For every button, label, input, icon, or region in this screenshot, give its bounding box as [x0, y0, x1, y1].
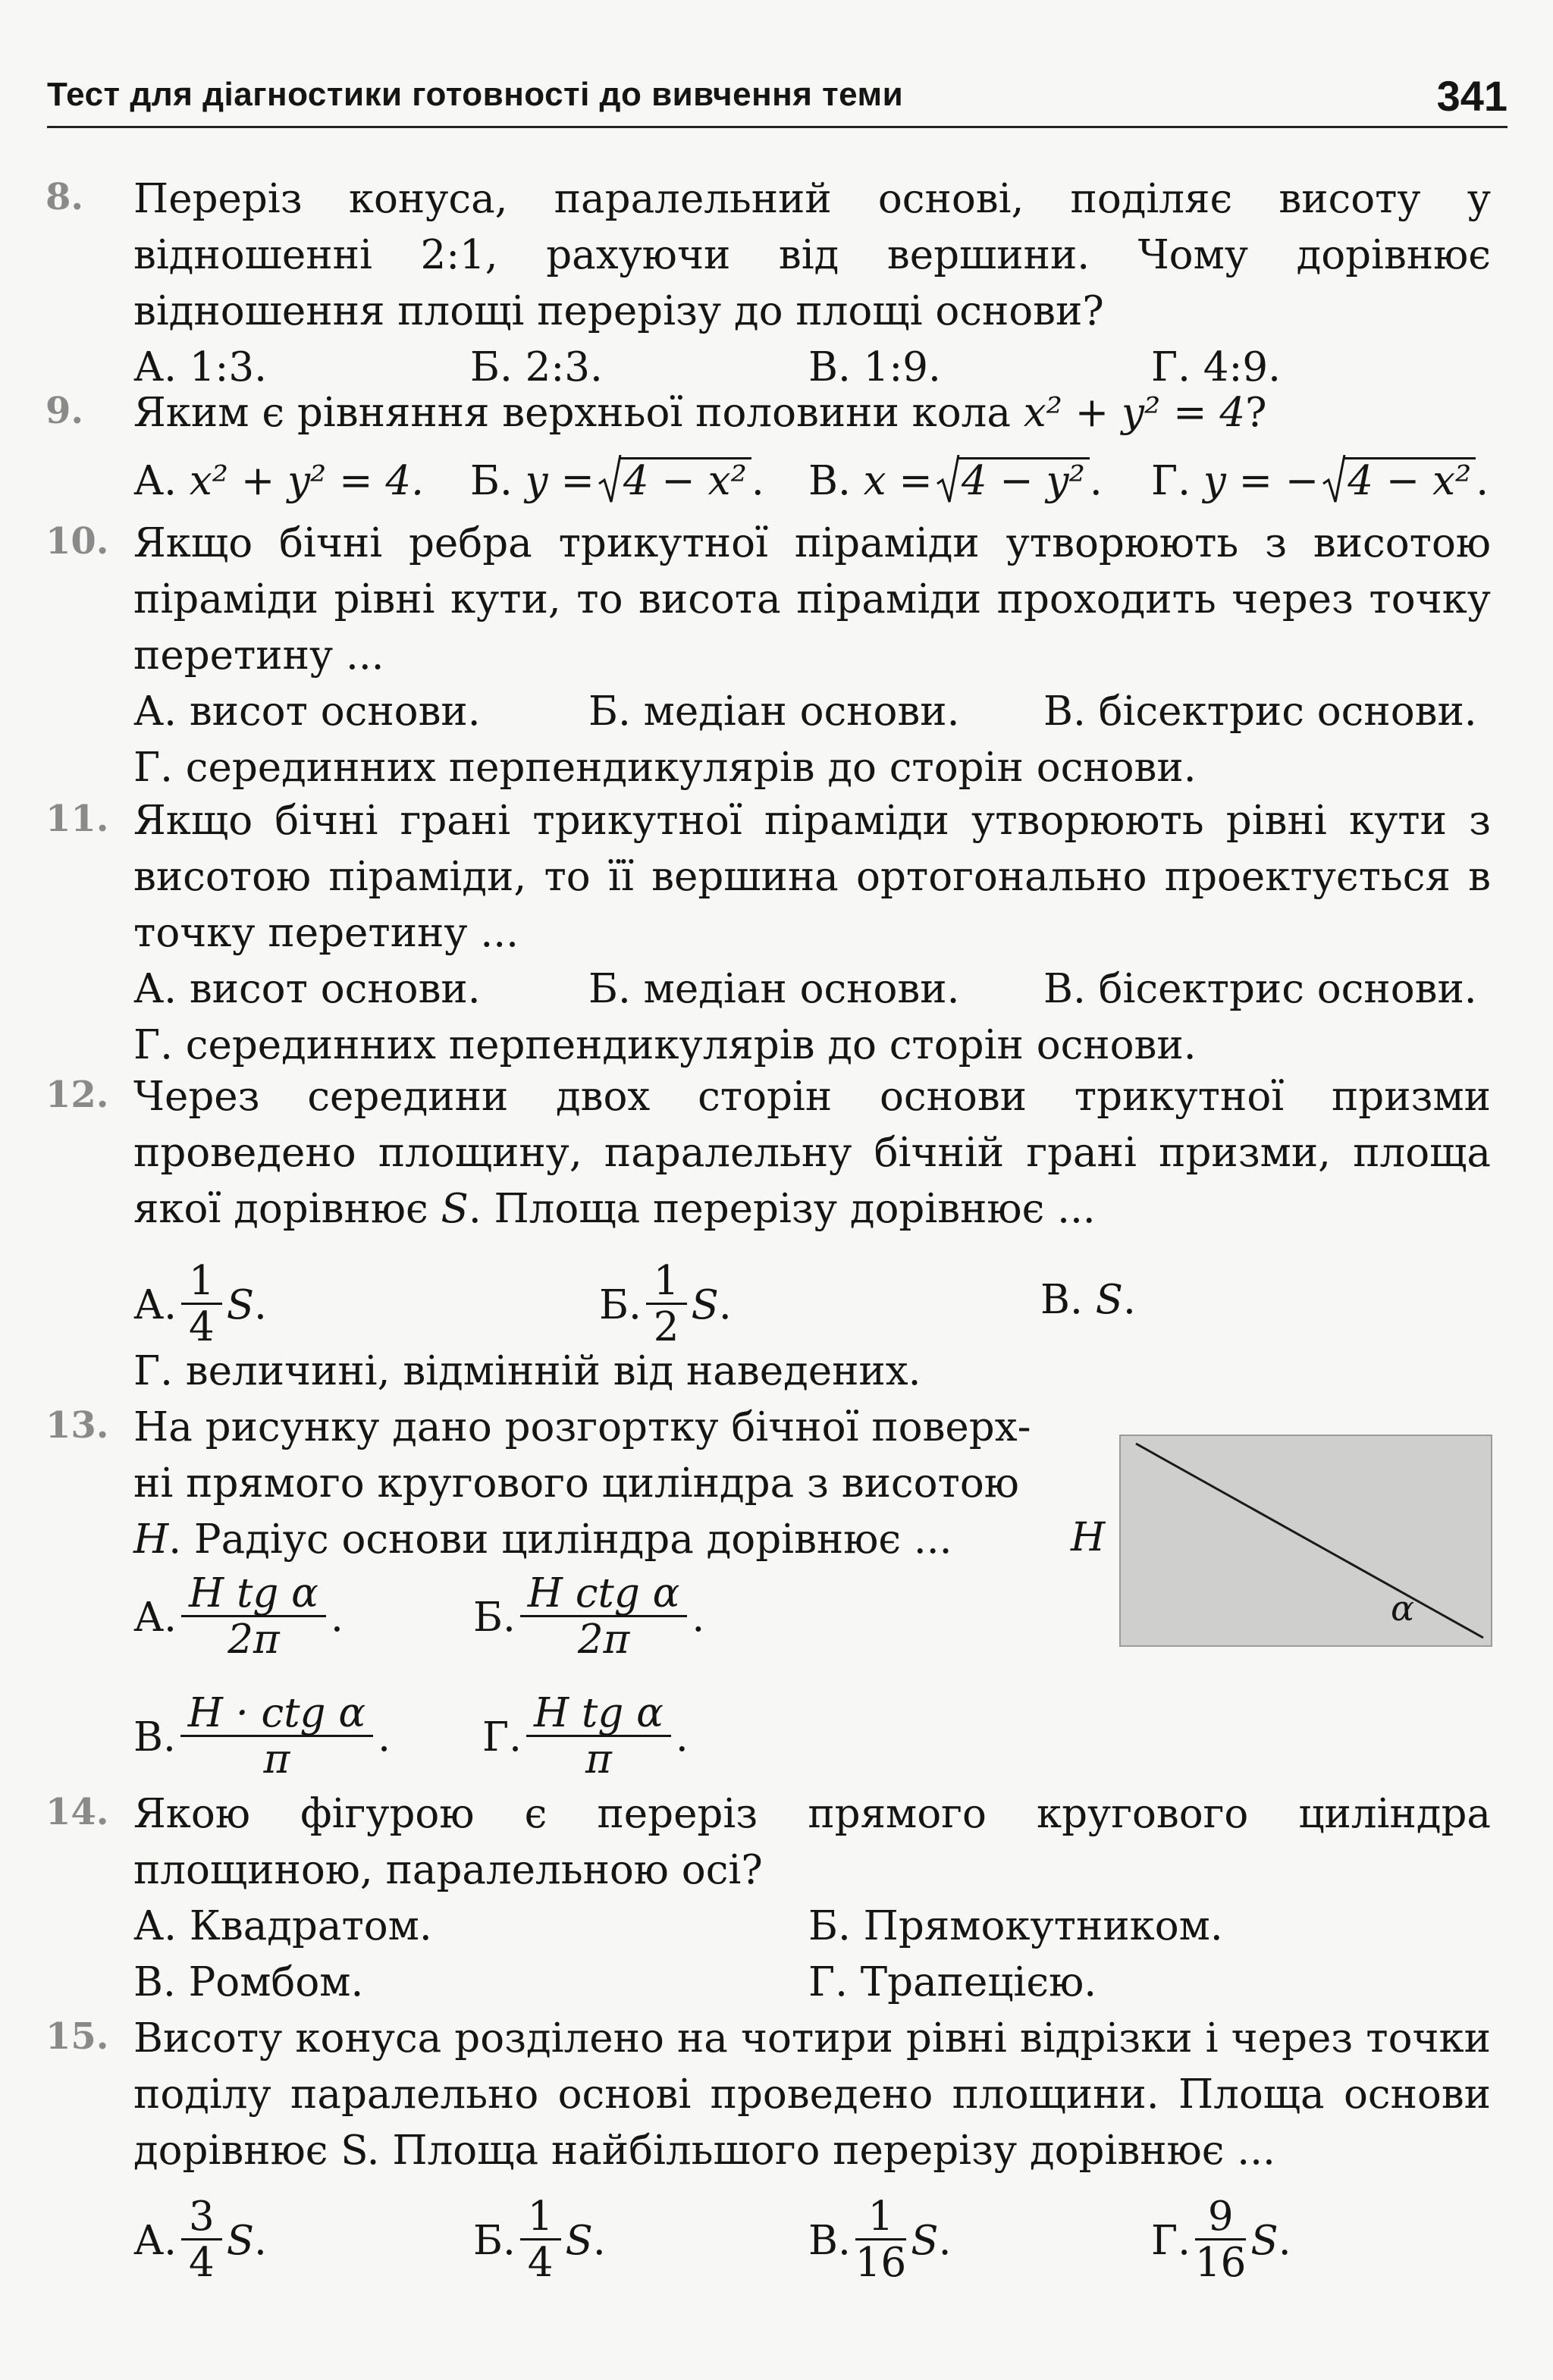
option-label: В.	[1040, 1277, 1083, 1323]
text-part: . Площа перерізу дорівнює ...	[468, 1186, 1096, 1232]
denominator: π	[263, 1736, 290, 1783]
option-c[interactable]	[808, 2193, 952, 2289]
numerator: 1	[520, 2196, 561, 2240]
question-text-line	[133, 1512, 952, 1568]
question-number: 8.	[45, 176, 84, 218]
option-a[interactable]	[133, 453, 424, 510]
variable: S	[691, 1282, 719, 1328]
radical-sign	[936, 455, 960, 505]
variable: S	[226, 1282, 255, 1328]
option-label: Г.	[482, 1714, 522, 1761]
fraction	[526, 1692, 671, 1783]
diagonal-line	[1121, 1436, 1491, 1645]
fraction	[180, 1692, 373, 1783]
variable: S	[1095, 1277, 1123, 1323]
option-label: А.	[133, 2218, 177, 2264]
option-b[interactable]: Б. 2:3.	[470, 344, 603, 390]
question-number: 9.	[45, 390, 84, 432]
fraction	[181, 1570, 326, 1663]
option-c[interactable]: В. Ромбом.	[133, 1959, 364, 2005]
punctuation: .	[1089, 458, 1103, 504]
option-a[interactable]: А. висот основи.	[133, 688, 481, 735]
figure-height-label: H	[1071, 1515, 1106, 1560]
option-b[interactable]	[473, 2193, 606, 2289]
sqrt	[1322, 453, 1476, 510]
numerator: H ctg α	[520, 1573, 688, 1617]
radical-sign	[1322, 455, 1346, 505]
punctuation: .	[1278, 2218, 1291, 2264]
numerator: H tg α	[526, 1692, 671, 1737]
radicand: 4 − y²	[958, 457, 1090, 503]
variable: S	[1250, 2218, 1278, 2264]
denominator: 16	[1194, 2240, 1247, 2286]
sqrt	[936, 453, 1090, 510]
option-c[interactable]	[1040, 1272, 1136, 1328]
fraction	[646, 1260, 687, 1350]
denominator: 16	[855, 2240, 907, 2286]
variable: S	[226, 2218, 255, 2264]
question-text-line: ні прямого кругового циліндра з висотою	[133, 1460, 1019, 1507]
angle-label: α	[1391, 1588, 1415, 1629]
denominator: 2	[653, 1304, 679, 1350]
punctuation: .	[1476, 458, 1489, 504]
option-expression: y =	[525, 458, 595, 504]
equation: x² + y² = 4	[1023, 390, 1246, 436]
option-a[interactable]: А. висот основи.	[133, 966, 481, 1012]
denominator: 2π	[577, 1616, 630, 1663]
option-a[interactable]: А. Квадратом.	[133, 1903, 432, 1949]
punctuation: .	[330, 1595, 344, 1641]
option-b[interactable]: Б. Прямокутником.	[808, 1903, 1223, 1949]
option-label: А.	[133, 1282, 177, 1328]
option-d[interactable]: Г. Трапецією.	[808, 1959, 1097, 2005]
option-label: В.	[808, 458, 851, 504]
cylinder-development-figure	[1119, 1435, 1492, 1647]
option-a[interactable]: А. 1:3.	[133, 344, 267, 390]
option-d[interactable]: Г. величині, відмінній від наведених.	[133, 1348, 921, 1394]
option-b[interactable]	[473, 1570, 705, 1666]
question-number: 13.	[45, 1404, 109, 1447]
option-label: А.	[133, 458, 177, 504]
question-number: 14.	[45, 1791, 109, 1833]
option-label: Б.	[473, 1595, 516, 1641]
denominator: 2π	[227, 1616, 280, 1663]
question-number: 11.	[45, 798, 109, 840]
option-c[interactable]	[808, 453, 1103, 510]
question-text: Якою фігурою є переріз прямого кругового циліндра площиною, паралельною осі?	[133, 1791, 1491, 1893]
option-c[interactable]: В. бісектрис основи.	[1043, 966, 1477, 1012]
page-title: Тест для діагностики готовності до вивчення теми	[47, 76, 904, 113]
fraction	[520, 1570, 688, 1663]
variable: S	[911, 2218, 939, 2264]
option-label: Б.	[473, 2218, 516, 2264]
option-c[interactable]	[133, 1690, 391, 1786]
punctuation: .	[675, 1714, 689, 1761]
denominator: π	[585, 1736, 612, 1783]
option-label: Г.	[1151, 2218, 1191, 2264]
punctuation: .	[692, 1595, 705, 1641]
question-number: 12.	[45, 1074, 109, 1116]
denominator: 4	[189, 1304, 215, 1350]
fraction	[855, 2193, 907, 2286]
fraction	[181, 1260, 222, 1350]
fraction	[520, 2193, 561, 2286]
punctuation: .	[938, 2218, 952, 2264]
option-c[interactable]: В. бісектрис основи.	[1043, 688, 1477, 735]
text-part: Яким є рівняння верхньої половини кола	[133, 390, 1024, 436]
numerator: H tg α	[181, 1573, 326, 1617]
numerator: 3	[181, 2196, 222, 2240]
option-a[interactable]	[133, 1258, 267, 1353]
option-d[interactable]	[1151, 2193, 1291, 2289]
question-number: 10.	[45, 520, 109, 563]
text-part: ?	[1245, 390, 1267, 436]
option-a[interactable]	[133, 1570, 344, 1666]
denominator: 4	[527, 2240, 554, 2286]
text-part: Через середини двох сторін основи трикутної призми проведено площину, паралельну бічній грані призми, площа якої дорівнює	[133, 1074, 1491, 1232]
option-label: В.	[808, 2218, 851, 2264]
text-part: . Радіус основи циліндра дорівнює ...	[168, 1516, 952, 1563]
fraction	[1194, 2193, 1247, 2286]
page-number: 341	[1436, 72, 1508, 120]
option-d[interactable]: Г. 4:9.	[1151, 344, 1281, 390]
fraction	[181, 2193, 222, 2286]
numerator: 1	[646, 1260, 687, 1305]
option-b[interactable]	[599, 1258, 732, 1353]
numerator: H · ctg α	[180, 1692, 373, 1737]
numerator: 1	[855, 2196, 906, 2240]
radical-sign	[598, 455, 622, 505]
option-a[interactable]	[133, 2193, 267, 2289]
question-text: Переріз конуса, паралельний основі, поділяє висоту у відношенні 2:1, рахуючи від вершини. Чому дорівнює відношення площі перерізу до площі основи?	[133, 176, 1491, 334]
punctuation: .	[718, 1282, 732, 1328]
radicand: 4 − x²	[620, 457, 751, 503]
punctuation: .	[254, 2218, 267, 2264]
option-d[interactable]	[482, 1690, 689, 1786]
punctuation: .	[751, 458, 764, 504]
question-text-line: На рисунку дано розгортку бічної поверх-	[133, 1404, 1031, 1450]
radicand: 4 − x²	[1344, 457, 1476, 503]
option-expression: y = −	[1203, 458, 1319, 504]
option-b[interactable]: Б. медіан основи.	[588, 966, 960, 1012]
option-c[interactable]: В. 1:9.	[808, 344, 941, 390]
option-label: Б.	[470, 458, 513, 504]
option-d[interactable]: Г. серединних перпендикулярів до сторін основи.	[133, 1022, 1197, 1068]
option-label: А.	[133, 1595, 177, 1641]
punctuation: .	[378, 1714, 391, 1761]
punctuation: .	[592, 2218, 606, 2264]
option-b[interactable]: Б. медіан основи.	[588, 688, 960, 735]
question-text: Висоту конуса розділено на чотири рівні відрізки і через точки поділу паралельно основі проведено площини. Площа основи дорівнює S. Площа найбільшого перерізу дорівнює ...	[133, 2015, 1491, 2174]
option-label: Г.	[1151, 458, 1191, 504]
numerator: 1	[181, 1260, 222, 1305]
option-d[interactable]: Г. серединних перпендикулярів до сторін основи.	[133, 745, 1197, 791]
question-text: Якщо бічні ребра трикутної піраміди утворюють з висотою піраміди рівні кути, то висота піраміди проходить через точку перетину ...	[133, 520, 1491, 679]
question-text	[133, 1069, 1491, 1237]
option-label: В.	[133, 1714, 176, 1761]
question-number: 15.	[45, 2015, 109, 2058]
question-text: Якщо бічні грані трикутної піраміди утворюють рівні кути з висотою піраміди, то її вершина ортогонально проектується в точку перетину ...	[133, 798, 1491, 956]
punctuation: .	[1122, 1277, 1136, 1323]
sqrt	[598, 453, 751, 510]
option-b[interactable]	[470, 453, 764, 510]
variable: H	[133, 1516, 169, 1563]
option-label: Б.	[599, 1282, 642, 1328]
denominator: 4	[189, 2240, 215, 2286]
option-expression: x² + y² = 4.	[189, 458, 424, 504]
option-d[interactable]	[1151, 453, 1489, 510]
variable: S	[441, 1186, 469, 1232]
question-text	[133, 385, 1491, 441]
page-header	[47, 73, 1508, 128]
numerator: 9	[1195, 2196, 1246, 2240]
punctuation: .	[254, 1282, 267, 1328]
variable: S	[565, 2218, 593, 2264]
option-expression: x =	[863, 458, 933, 504]
